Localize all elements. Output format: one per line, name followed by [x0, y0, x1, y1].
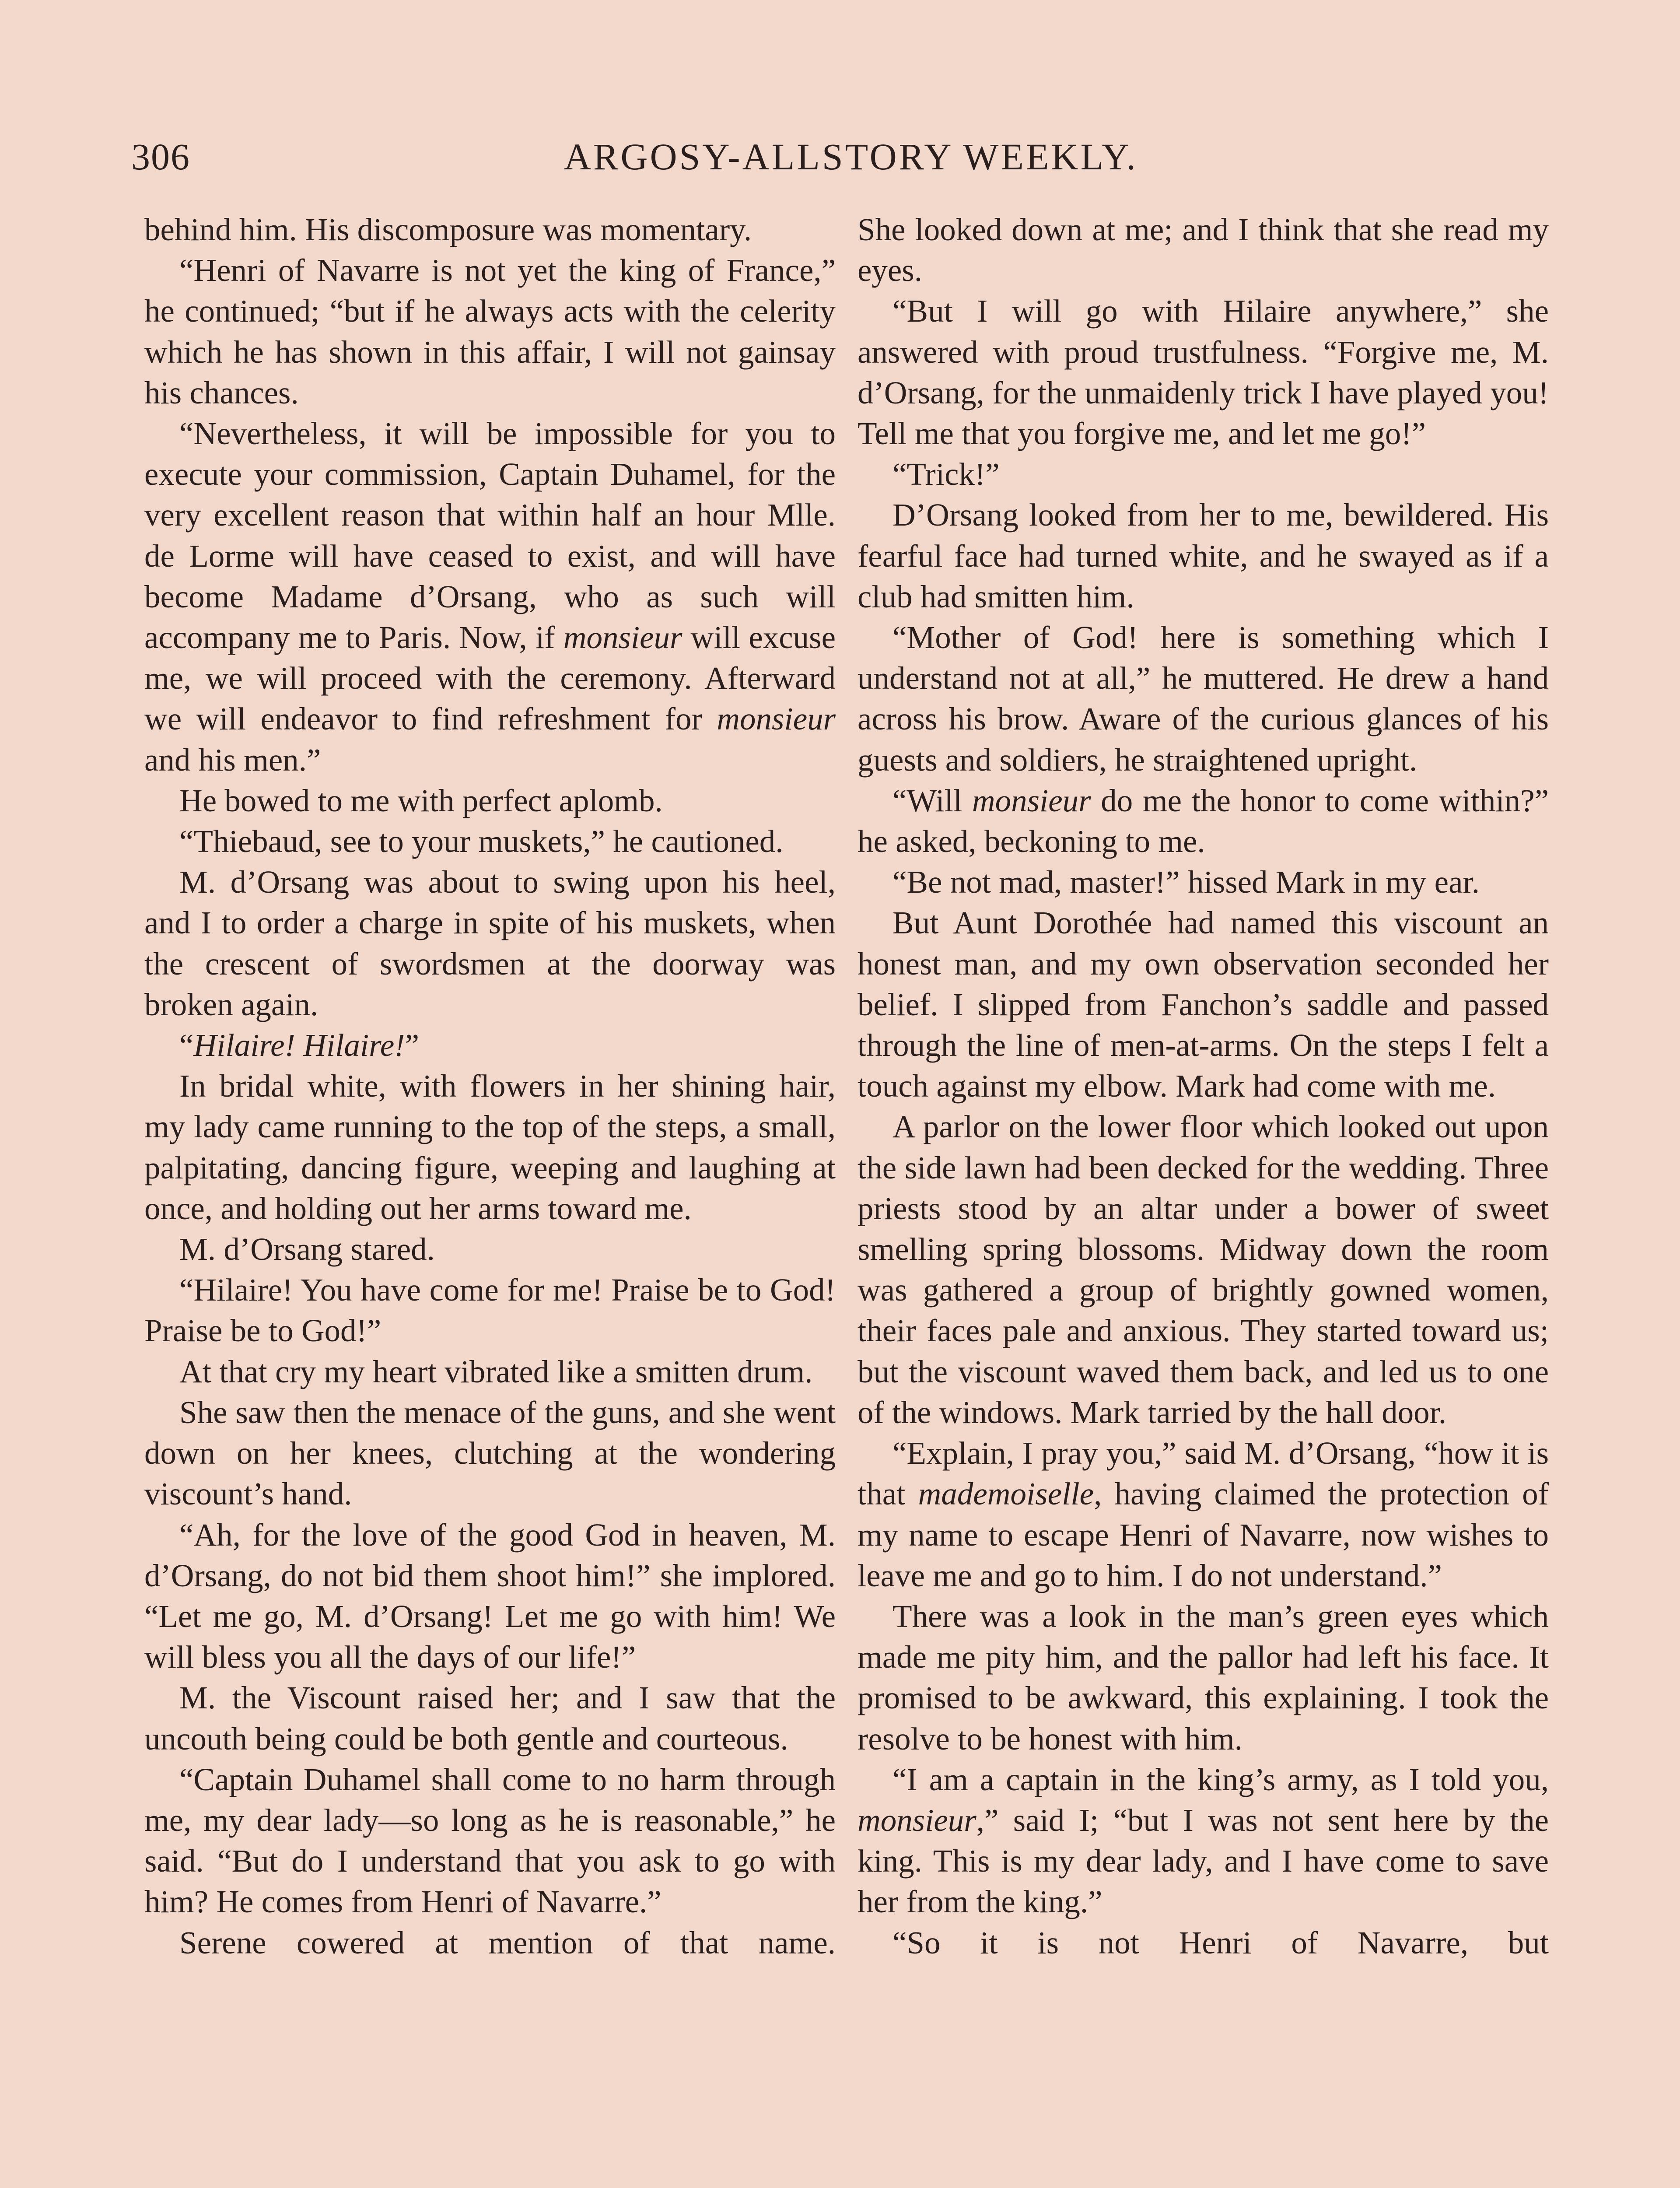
- paragraph: Serene cowered at mention of that name.: [179, 1925, 836, 1960]
- page-header: [131, 126, 1571, 179]
- paragraph: But Aunt Dorothée had named this viscount an honest man, and my own observation seconded her belief. I slipped from Fanchon’s saddle and passed through the line of men-at-arms. On the steps I felt a touch against my elbow. Mark had come with me.: [858, 905, 1549, 1104]
- paragraph: There was a look in the man’s green eyes which made me pity him, and the pallor had left his face. It promised to be awkward, this explaining. I took the resolve to be honest with him.: [858, 1598, 1549, 1757]
- paragraph: She saw then the menace of the guns, and she went down on her knees, clutching at the wondering viscount’s hand.: [144, 1394, 836, 1512]
- paragraph: In bridal white, with flowers in her shining hair, my lady came running to the top of the steps, a small, palpitating, dancing figure, weeping and laughing at once, and holding out her arms toward me.: [144, 1068, 836, 1226]
- right-text-column: [858, 209, 1549, 1963]
- paragraph: “Thiebaud, see to your muskets,” he cautioned.: [179, 824, 784, 859]
- paragraph: “Hilaire! You have come for me! Praise be to God! Praise be to God!”: [144, 1272, 836, 1349]
- paragraph: M. d’Orsang stared.: [179, 1231, 435, 1267]
- paragraph: “Ah, for the love of the good God in heaven, M. d’Orsang, do not bid them shoot him!” she implored. “Let me go, M. d’Orsang! Let me go with him! We will bless you all the days of our life!”: [144, 1517, 836, 1675]
- left-text-column: [144, 209, 836, 1963]
- paragraph: “Trick!”: [892, 456, 1000, 492]
- paragraph: “Nevertheless, it will be impossible for you to execute your commission, Captain Duhamel, for the very excellent reason that within half an hour Mlle. de Lorme will have ceased to exist, and will have become Madame d’Orsang, who as such will accompany me to Paris. Now, if monsieur will excuse me, we will proceed with the ceremony. Afterward we will endeavor to find refreshment for monsieur and his men.”: [144, 416, 836, 778]
- paragraph: behind him. His discomposure was momentary.: [144, 212, 752, 247]
- paragraph: “I am a captain in the king’s army, as I told you, monsieur,” said I; “but I was not sent here by the king. This is my dear lady, and I have come to save her from the king.”: [858, 1761, 1549, 1920]
- paragraph: “Will monsieur do me the honor to come within?” he asked, beckoning to me.: [858, 782, 1549, 859]
- paragraph: A parlor on the lower floor which looked out upon the side lawn had been decked for the wedding. Three priests stood by an altar under a bower of sweet smelling spring blossoms. Midway down the room was gathered a group of brightly gowned women, their faces pale and anxious. They started toward us; but the viscount waved them back, and led us to one of the windows. Mark tarried by the hall door.: [858, 1109, 1549, 1430]
- paragraph: “So it is not Henri of Navarre, but: [892, 1925, 1549, 1960]
- paragraph: “Be not mad, master!” hissed Mark in my ear.: [892, 864, 1480, 900]
- paragraph: He bowed to me with perfect aplomb.: [179, 782, 663, 818]
- paragraph: “Mother of God! here is something which I understand not at all,” he muttered. He drew a hand across his brow. Aware of the curious glances of his guests and soldiers, he straightened upright.: [858, 620, 1549, 778]
- paragraph: “Henri of Navarre is not yet the king of France,” he continued; “but if he always acts with the celerity which he has shown in this affair, I will not gainsay his chances.: [144, 252, 836, 410]
- paragraph: “Explain, I pray you,” said M. d’Orsang, “how it is that mademoiselle, having claimed the protection of my name to escape Henri of Navarre, now wishes to leave me and go to him. I do not understand.”: [858, 1435, 1549, 1593]
- paragraph: At that cry my heart vibrated like a smitten drum.: [179, 1353, 813, 1389]
- paragraph: “Captain Duhamel shall come to no harm through me, my dear lady—so long as he is reasonable,” he said. “But do I understand that you ask to go with him? He comes from Henri of Navarre.”: [144, 1761, 836, 1920]
- page-number: 306: [131, 136, 190, 178]
- paragraph: M. d’Orsang was about to swing upon his heel, and I to order a charge in spite of his muskets, when the crescent of swordsmen at the doorway was broken again.: [144, 864, 836, 1022]
- paragraph: She looked down at me; and I think that she read my eyes.: [858, 212, 1549, 288]
- paragraph: “But I will go with Hilaire anywhere,” she answered with proud trustfulness. “Forgive me, M. d’Orsang, for the unmaidenly trick I have played you! Tell me that you forgive me, and let me go!”: [858, 293, 1549, 452]
- paragraph: M. the Viscount raised her; and I saw that the uncouth being could be both gentle and courteous.: [144, 1680, 836, 1757]
- paragraph: D’Orsang looked from her to me, bewildered. His fearful face had turned white, and he swayed as if a club had smitten him.: [858, 497, 1549, 614]
- running-title: ARGOSY-ALLSTORY WEEKLY.: [564, 136, 1138, 178]
- paragraph: “Hilaire! Hilaire!”: [179, 1027, 420, 1063]
